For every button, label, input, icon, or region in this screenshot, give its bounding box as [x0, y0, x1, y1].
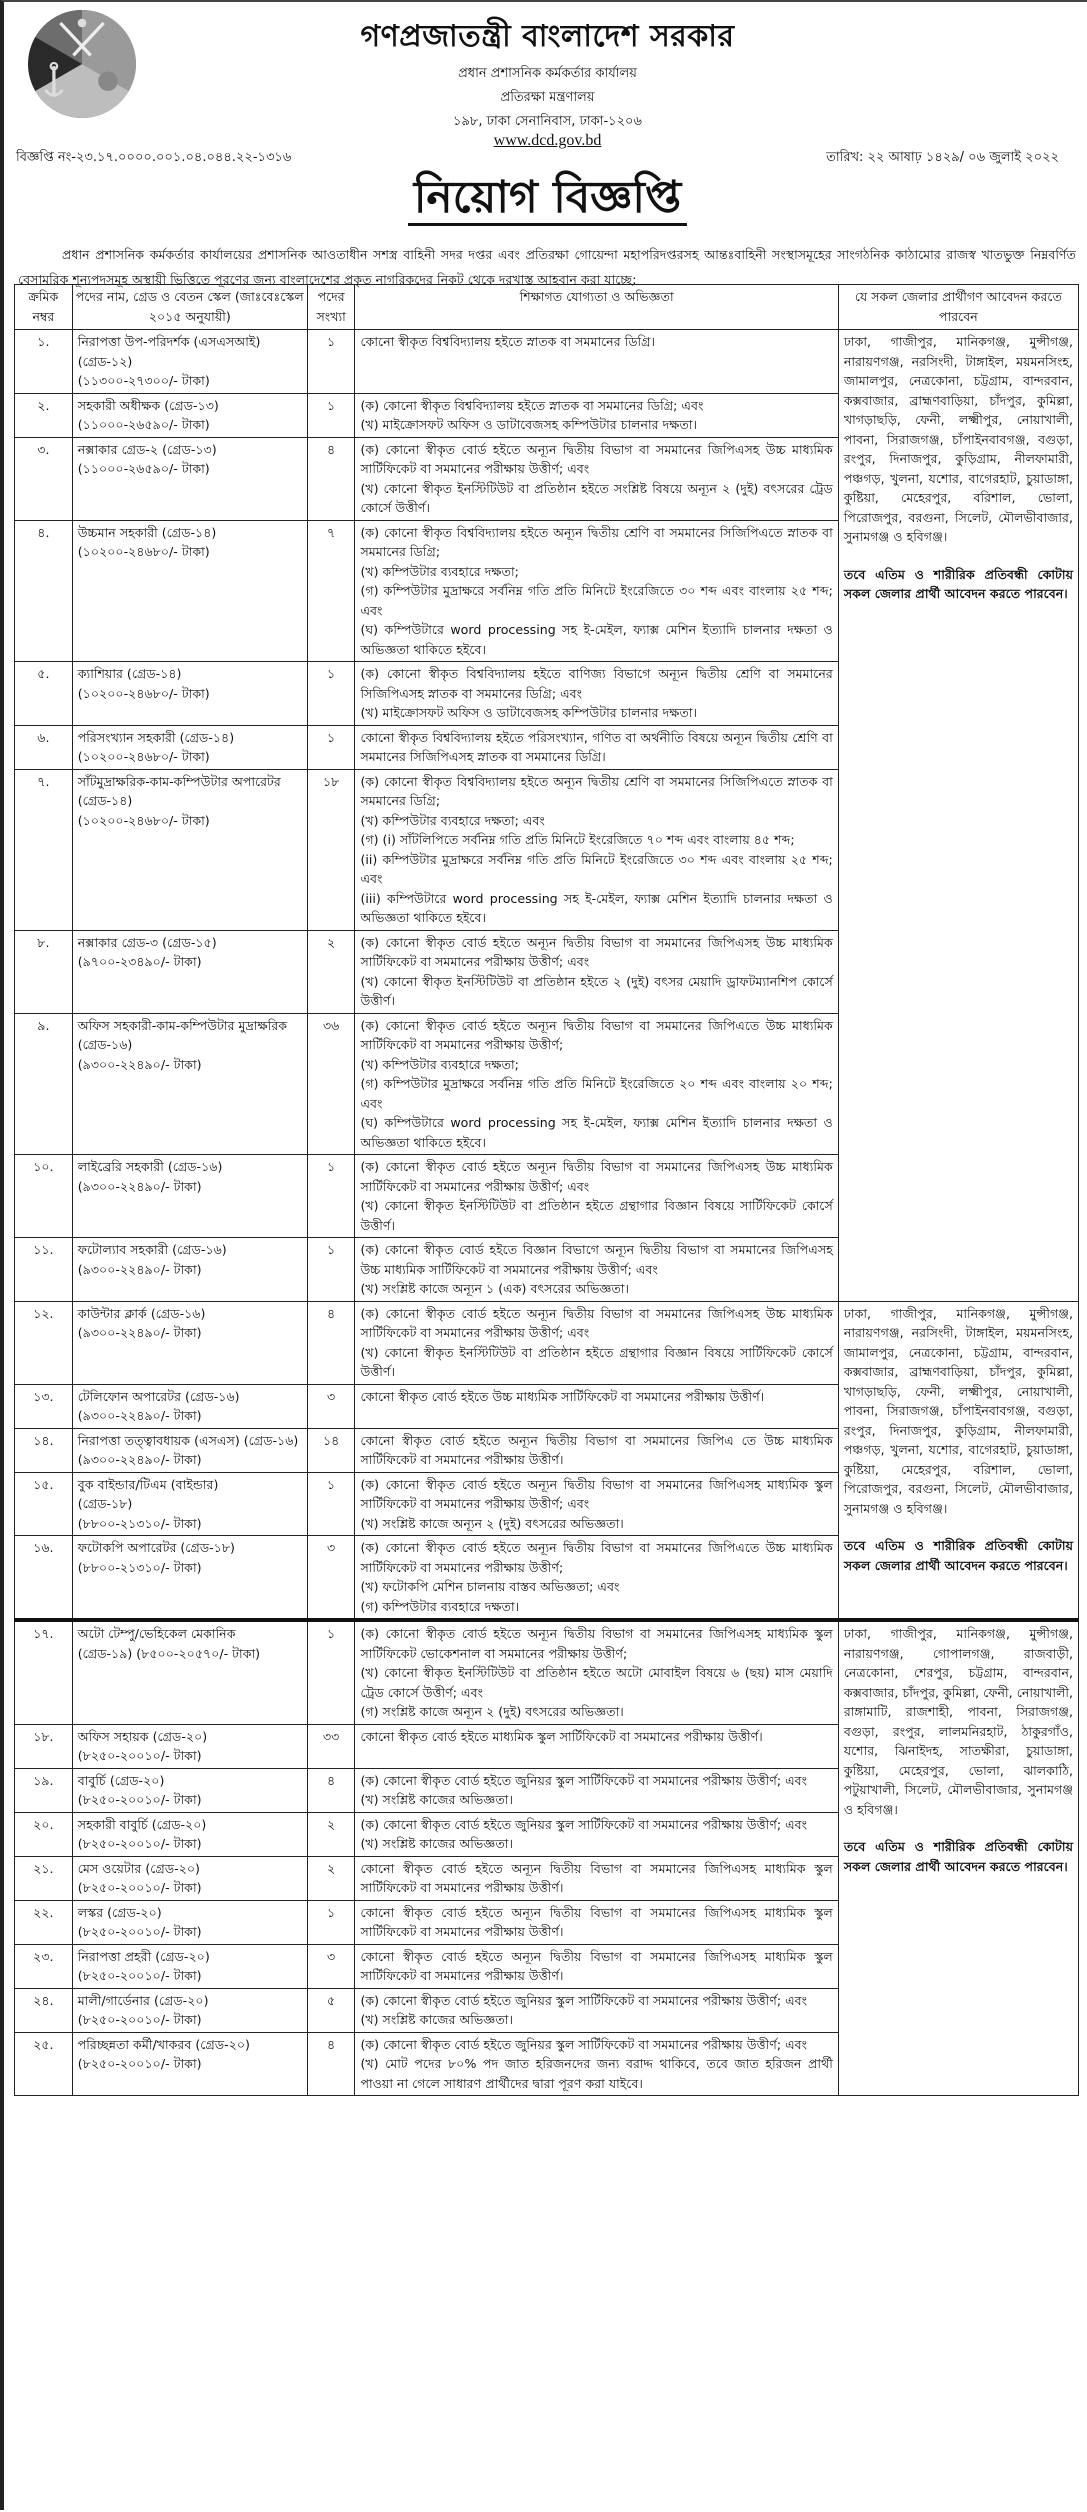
office-address: ১৯৮, ঢাকা সেনানিবাস, ঢাকা-১২০৬ [453, 114, 642, 129]
post-count: ১ [307, 725, 355, 769]
pay-scale: (১০২০০-২৪৬৮০/- টাকা) [77, 544, 210, 559]
qualification-item: (iii) কম্পিউটারে word processing সহ ই-মেইল, ফ্যাক্স মেশিন ইত্যাদি চালনার দক্ষতা ও অভিজ্ঞতা থাকিতে হইবে। [360, 890, 833, 925]
serial-number: ২২. [15, 1900, 73, 1944]
post-name-cell [72, 1620, 307, 1724]
post-count: ১৮ [307, 769, 355, 930]
qualification-item: (ক) কোনো স্বীকৃত বোর্ড হইতে অন্যূন দ্বিতীয় বিভাগ বা সমমানের জিপিএসহ উচ্চ মাধ্যমিক সার্টিফিকেট বা সমমানের পরীক্ষায় উত্তীর্ণ; এবং [360, 1159, 833, 1194]
pay-scale: (৯৩০০-২২৪৯০/- টাকা) [77, 1056, 202, 1072]
qualification-item: (খ) কোনো স্বীকৃত ইনস্টিটিউট বা প্রতিষ্ঠান হইতে ২ (দুই) বৎসর মেয়াদি ড্রাফটম্যানশিপ কোর্সে উত্তীর্ণ। [360, 973, 833, 1008]
pay-scale: (৮২৫০-২০০১০/- টাকা) [77, 1968, 202, 1983]
pay-scale: (৮২৫০-২০০১০/- টাকা) [77, 2012, 202, 2027]
post-name: বুক বাইন্ডার/টিএম (বাইন্ডার) [77, 1476, 219, 1492]
serial-number: ১৪. [15, 1428, 73, 1472]
qualification-item: (খ) সংশ্লিষ্ট কাজের অভিজ্ঞতা। [360, 1836, 513, 1851]
table-row [15, 1301, 1079, 1384]
qualification-item: (খ) মাইক্রোসফট অফিস ও ডাটাবেজসহ কম্পিউটার চালনার দক্ষতা। [360, 417, 698, 432]
post-count: ৫ [307, 1988, 355, 2032]
post-count: ১ [307, 662, 355, 726]
qualification-item: (ক) কোনো স্বীকৃত বিশ্ববিদ্যালয় হইতে অন্যূন দ্বিতীয় শ্রেণি বা সমমানের সিজিপিএতে স্নাতক বা সমমানের ডিগ্রি; [360, 524, 833, 559]
qualification-item: (গ) (i) সাঁটলিপিতে সর্বনিম্ন গতি প্রতি মিনিটে ইংরেজিতে ৭০ শব্দ এবং বাংলায় ৪৫ শব্দ; [360, 832, 795, 847]
serial-number: ১৭. [15, 1620, 73, 1724]
post-name: ক্যাশিয়ার (গ্রেড-১৪) [77, 666, 182, 681]
district-list: ঢাকা, গাজীপুর, মানিকগঞ্জ, মুন্সীগঞ্জ, নারায়ণগঞ্জ, নরসিংদী, টাঙ্গাইল, ময়মনসিংহ, জামালপুর, নেত্রকোনা, চট্টগ্রাম, বান্দরবান, কক্সবাজার, ব্রাহ্মণবাড়িয়া, চাঁদপুর, কুমিল্লা, খাগড়াছড়ি, ফেনী, লক্ষ্মীপুর, নোয়াখালী, পাবনা, সিরাজগঞ্জ, চাঁপাইনবাবগঞ্জ, বগুড়া, রংপুর, দিনাজপুর, কুড়িগ্রাম, নীলফামারী, পঞ্চগড়, খুলনা, যশোর, বাগেরহাট, চুয়াডাঙ্গা, কুষ্টিয়া, মেহেরপুর, বরিশাল, ভোলা, পিরোজপুর, বরগুনা, সিলেট, মৌলভীবাজার, সুনামগঞ্জ ও হবিগঞ্জ। [843, 334, 1073, 544]
post-count: ৩৩ [307, 1724, 355, 1768]
qualification-cell [355, 1384, 838, 1428]
qualification-item: (খ) সংশ্লিষ্ট কাজের অভিজ্ঞতা। [360, 2012, 513, 2027]
post-name-cell [72, 1155, 307, 1238]
serial-number: ৮. [15, 930, 73, 1013]
serial-number: ২৪. [15, 1988, 73, 2032]
pay-scale: (৮৮০০-২১৩১০/- টাকা) [77, 1559, 202, 1575]
post-name: টেলিফোন অপারেটর (গ্রেড-১৬) [77, 1388, 240, 1404]
pay-scale: (৮২৫০-২০০১০/- টাকা) [77, 1792, 202, 1807]
qualification-item: (খ) সংশ্লিষ্ট কাজে অন্যূন ২ (দুই) বৎসরের অভিজ্ঞতা। [360, 1515, 624, 1531]
qualification-item: (খ) কোনো স্বীকৃত ইনস্টিটিউট বা প্রতিষ্ঠান হইতে অটো মোবাইল বিষয়ে ৬ (ছয়) মাস মেয়াদি ট্রেড কোর্সে উত্তীর্ণ; এবং [360, 1665, 833, 1700]
post-name: অটো টেম্পু/ভেহিকেল মেকানিক [77, 1626, 236, 1641]
pay-scale: (১১০০০-২৬৫৯০/- টাকা) [77, 417, 210, 432]
post-name: (গ্রেড-১২) [77, 353, 133, 369]
post-name-cell [72, 330, 307, 394]
serial-number: ৭. [15, 769, 73, 930]
post-count: ১ [307, 1472, 355, 1536]
table-row [15, 1620, 1079, 1724]
post-name-cell [72, 769, 307, 930]
header-serial: ক্রমিক নম্বর [15, 285, 73, 330]
post-name-cell [72, 2032, 307, 2096]
post-count: ১ [307, 1155, 355, 1238]
qualification-cell [355, 1536, 838, 1621]
post-count: ১ [307, 330, 355, 394]
post-count: ১ [307, 1238, 355, 1302]
pay-scale: (৯৩০০-২২৪৯০/- টাকা) [77, 1325, 202, 1340]
post-name: অফিস সহকারী-কাম-কম্পিউটার মুদ্রাক্ষরিক (গ্রেড-১৬) [77, 1017, 288, 1052]
post-name: লাইব্রেরি সহকারী (গ্রেড-১৬) [77, 1159, 223, 1174]
post-name: সাঁটমুদ্রাক্ষরিক-কাম-কম্পিউটার অপারেটর (গ্রেড-১৪) [77, 773, 281, 808]
qualification-item: (ক) কোনো স্বীকৃত বোর্ড হইতে বিজ্ঞান বিভাগে অন্যূন দ্বিতীয় বিভাগ বা সমমানের জিপিএসহ উচ্চ মাধ্যমিক সার্টিফিকেট বা সমমানের পরীক্ষায় উত্তীর্ণ; এবং [360, 1242, 833, 1277]
pay-scale: (৯৭০০-২৩৪৯০/- টাকা) [77, 954, 202, 969]
post-count: ১ [307, 1620, 355, 1724]
pay-scale: (৯৩০০-২২৪৯০/- টাকা) [77, 1408, 202, 1423]
qualification-item: (খ) সংশ্লিষ্ট কাজে অন্যূন ১ (এক) বৎসরের অভিজ্ঞতা। [360, 1281, 629, 1296]
notice-date: তারিখ: ২২ আষাঢ় ১৪২৯/ ০৬ জুলাই ২০২২ [826, 150, 1059, 165]
post-name: সহকারী অধীক্ষক (গ্রেড-১৩) [77, 397, 219, 413]
post-name: নক্সাকার গ্রেড-২ (গ্রেড-১৩) [77, 441, 217, 457]
post-name-cell [72, 1724, 307, 1768]
qualification-item: (ক) কোনো স্বীকৃত বোর্ড হইতে অন্যূন দ্বিতীয় বিভাগ বা সমমানের জিপিএসহ উচ্চ মাধ্যমিক সার্টিফিকেট বা সমমানের পরীক্ষায় উত্তীর্ণ; এবং [360, 1305, 833, 1340]
serial-number: ১০. [15, 1155, 73, 1238]
serial-number: ৩. [15, 437, 73, 520]
serial-number: ১১. [15, 1238, 73, 1302]
qualification-item: (গ) কম্পিউটার ব্যবহারে দক্ষতা। [360, 1598, 520, 1614]
qualification-item: কোনো স্বীকৃত বিশ্ববিদ্যালয় হইতে পরিসংখ্যান, গণিত বা অর্থনীতি বিষয়ে অন্যূন দ্বিতীয় শ্রেণি বা সমমানের সিজিপিএসহ স্নাতক বা সমমানের ডিগ্রি। [360, 729, 833, 764]
qualification-cell [355, 437, 838, 520]
post-count: ১ [307, 1900, 355, 1944]
eligible-districts-cell [838, 1620, 1078, 2096]
post-name: মালী/গার্ডেনার (গ্রেড-২০) [77, 1992, 209, 2008]
post-name-cell [72, 1812, 307, 1856]
qualification-cell [355, 520, 838, 662]
header-count: পদের সংখ্যা [307, 285, 355, 330]
qualification-item: কোনো স্বীকৃত বিশ্ববিদ্যালয় হইতে স্নাতক বা সমমানের ডিগ্রি। [360, 334, 656, 349]
header-qualification: শিক্ষাগত যোগ্যতা ও অভিজ্ঞতা [355, 285, 838, 330]
post-name-cell [72, 1301, 307, 1384]
post-count: ১ [307, 393, 355, 437]
post-name: লস্কর (গ্রেড-২০) [77, 1904, 162, 1920]
serial-number: ১৮. [15, 1724, 73, 1768]
intro-paragraph: প্রধান প্রশাসনিক কর্মকর্তার কার্যালয়ের প্রশাসনিক আওতাধীন সশস্ত্র বাহিনী সদর দপ্তর এবং প্রতিরক্ষা গোয়েন্দা মহাপরিদপ্তরসহ আন্তঃবাহিনী সংস্থাসমূহের সাংগঠনিক কাঠামোর রাজস্ব খাতভুক্ত নিম্নবর্ণিত বেসামরিক শূন্যপদসমূহ অস্থায়ী ভিত্তিতে পূরণের জন্য বাংলাদেশের প্রকৃত নাগরিকদের নিকট থেকে দরখাস্ত আহবান করা যাচ্ছে: [18, 247, 1076, 287]
qualification-item: (ক) কোনো স্বীকৃত বোর্ড হইতে অন্যূন দ্বিতীয় বিভাগ বা সমমানের জিপিএসহ উচ্চ মাধ্যমিক সার্টিফিকেট বা সমমানের পরীক্ষায় উত্তীর্ণ; এবং [360, 934, 833, 969]
qualification-item: (ii) কম্পিউটার মুদ্রাক্ষরে সর্বনিম্ন গতি প্রতি মিনিটে ইংরেজিতে ৩০ শব্দ এবং বাংলায় ২৫ শব্দ; এবং [360, 851, 833, 886]
post-name-cell [72, 1768, 307, 1812]
qualification-cell [355, 393, 838, 437]
vacancy-table [14, 284, 1079, 2096]
pay-scale: (১১৩০০-২৭৩০০/- টাকা) [77, 373, 210, 388]
pay-scale: (৯৩০০-২২৪৯০/- টাকা) [77, 1178, 202, 1194]
qualification-cell [355, 1472, 838, 1536]
pay-scale: (৯৩০০-২২৪৯০/- টাকা) [77, 1452, 202, 1467]
notice-reference-number: বিজ্ঞপ্তি নং-২৩.১৭.০০০০.০০১.০৪.০৪৪.২২-১৩১৬ [16, 150, 292, 165]
website-link[interactable]: www.dcd.gov.bd [493, 132, 602, 149]
vacancy-table-body [15, 330, 1079, 2096]
qualification-item: (খ) কম্পিউটার ব্যবহারে দক্ষতা; [360, 1056, 519, 1072]
header-post: পদের নাম, গ্রেড ও বেতন স্কেল (জাঃবেঃস্কেল ২০১৫ অনুযায়ী) [72, 285, 307, 330]
qualification-item: (খ) কোনো স্বীকৃত ইনস্টিটিউট বা প্রতিষ্ঠান হইতে গ্রন্থাগার বিজ্ঞান বিষয়ে সার্টিফিকেট কোর্সে উত্তীর্ণ। [360, 1344, 833, 1379]
post-name-cell [72, 1900, 307, 1944]
post-name-cell [72, 520, 307, 662]
district-list: ঢাকা, গাজীপুর, মানিকগঞ্জ, মুন্সীগঞ্জ, নারায়ণগঞ্জ, গোপালগঞ্জ, রাজবাড়ী, নেত্রকোনা, শেরপুর, চট্টগ্রাম, বান্দরবান, কক্সবাজার, চাঁদপুর, কুমিল্লা, ফেনী, নোয়াখালী, রাঙ্গামাটি, রাজশাহী, পাবনা, সিরাজগঞ্জ, বগুড়া, রংপুর, লালমনিরহাট, ঠাকুরগাঁও, যশোর, ঝিনাইদহ, সাতক্ষীরা, চুয়াডাঙ্গা, কুষ্টিয়া, মেহেরপুর, ভোলা, ঝালকাঠি, পটুয়াখালী, সিলেট, মৌলভীবাজার, সুনামগঞ্জ ও হবিগঞ্জ। [843, 1626, 1073, 1817]
pay-scale: (১১০০০-২৬৫৯০/- টাকা) [77, 461, 210, 476]
pay-scale: (৮২৫০-২০০১০/- টাকা) [77, 1880, 202, 1895]
qualification-item: (খ) কোনো স্বীকৃত ইনস্টিটিউট বা প্রতিষ্ঠান হইতে গ্রন্থাগার বিজ্ঞান বিষয়ে সার্টিফিকেট কোর্সে উত্তীর্ণ। [360, 1198, 833, 1233]
serial-number: ১৫. [15, 1472, 73, 1536]
qualification-cell [355, 1155, 838, 1238]
serial-number: ৯. [15, 1013, 73, 1155]
quota-note: তবে এতিম ও শারীরিক প্রতিবন্ধী কোটায় সকল জেলার প্রার্থী আবেদন করতে পারবেন। [843, 1839, 1073, 1874]
post-name-cell [72, 662, 307, 726]
post-name: ফটোকপি অপারেটর (গ্রেড-১৮) [77, 1540, 235, 1555]
post-name-cell [72, 1536, 307, 1621]
post-name-cell [72, 1856, 307, 1900]
qualification-item: (খ) মোট পদের ৮০% পদ জাত হরিজনদের জন্য বরাদ্দ থাকিবে, তবে জাত হরিজন প্রার্থী পাওয়া না গেলে সাধারণ প্রার্থীদের দ্বারা পূরণ করা যাইবে। [360, 2056, 833, 2091]
post-name-cell [72, 1238, 307, 1302]
post-name-cell [72, 393, 307, 437]
post-name: ফটোল্যাব সহকারী (গ্রেড-১৬) [77, 1242, 227, 1257]
post-name: সহকারী বাবুর্চি (গ্রেড-২০) [77, 1816, 207, 1832]
post-name-cell [72, 1988, 307, 2032]
pay-scale: (গ্রেড-১৯) (৮৫০০-২০৫৭০/- টাকা) [77, 1645, 261, 1661]
serial-number: ৪. [15, 520, 73, 662]
serial-number: ২০. [15, 1812, 73, 1856]
pay-scale: (৮২৫০-২০০১০/- টাকা) [77, 1924, 202, 1939]
post-count: ৩৬ [307, 1013, 355, 1155]
qualification-cell [355, 1944, 838, 1988]
pay-scale: (১০২০০-২৪৬৮০/- টাকা) [77, 749, 210, 764]
post-count: ৭ [307, 520, 355, 662]
qualification-item: (খ) কম্পিউটার ব্যবহারে দক্ষতা; এবং [360, 812, 545, 828]
qualification-cell [355, 1724, 838, 1768]
qualification-item: (ক) কোনো স্বীকৃত বিশ্ববিদ্যালয় হইতে বাণিজ্য বিভাগে অন্যূন দ্বিতীয় শ্রেণি বা সমমানের সিজিপিএসহ স্নাতক বা সমমানের ডিগ্রি; এবং [360, 666, 833, 701]
qualification-cell [355, 1301, 838, 1384]
header-districts: যে সকল জেলার প্রার্থীগণ আবেদন করতে পারবেন [838, 285, 1078, 330]
qualification-item: (ক) কোনো স্বীকৃত বোর্ড হইতে অন্যূন দ্বিতীয় বিভাগ বা সমমানের জিপিএতে উচ্চ মাধ্যমিক সার্টিফিকেট বা সমমানের পরীক্ষায় উত্তীর্ণ; [360, 1540, 833, 1575]
post-name: কাউন্টার ক্লার্ক (গ্রেড-১৬) [77, 1305, 206, 1321]
eligible-districts-cell [838, 1301, 1078, 1620]
post-count: ২ [307, 1812, 355, 1856]
post-count: ৪ [307, 1768, 355, 1812]
qualification-item: (খ) সংশ্লিষ্ট কাজের অভিজ্ঞতা। [360, 1792, 513, 1807]
serial-number: ১. [15, 330, 73, 394]
qualification-cell [355, 2032, 838, 2096]
pay-scale: (৮২৫০-২০০১০/- টাকা) [77, 1836, 202, 1851]
post-name: পরিচ্ছন্নতা কর্মী/খাকরব (গ্রেড-২০) [77, 2036, 250, 2052]
post-name: উচ্চমান সহকারী (গ্রেড-১৪) [77, 524, 217, 540]
qualification-item: (গ) কম্পিউটার মুদ্রাক্ষরে সর্বনিম্ন গতি প্রতি মিনিটে ইংরেজিতে ২০ শব্দ এবং বাংলায় ২০ শব্দ; এবং [360, 1076, 833, 1111]
post-name-cell [72, 1428, 307, 1472]
post-name: অফিস সহায়ক (গ্রেড-২০) [77, 1728, 208, 1744]
qualification-item: (খ) কোনো স্বীকৃত ইনস্টিটিউট বা প্রতিষ্ঠান হইতে সংশ্লিষ্ট বিষয়ে অন্যূন ২ (দুই) বৎসরের ট্রেড কোর্সে উত্তীর্ণ। [360, 480, 833, 515]
pay-scale: (৮৮০০-২১৩১০/- টাকা) [77, 1515, 202, 1531]
qualification-cell [355, 1856, 838, 1900]
post-count: ১৪ [307, 1428, 355, 1472]
pay-scale: (৯৩০০-২২৪৯০/- টাকা) [77, 1261, 202, 1277]
serial-number: ২৫. [15, 2032, 73, 2096]
post-name: বাবুর্চি (গ্রেড-২০) [77, 1772, 165, 1788]
post-name-cell [72, 1472, 307, 1536]
post-name-cell [72, 1013, 307, 1155]
government-title: গণপ্রজাতন্ত্রী বাংলাদেশ সরকার [360, 19, 735, 54]
post-name-cell [72, 930, 307, 1013]
qualification-cell [355, 725, 838, 769]
post-name: নিরাপত্তা উপ-পরিদর্শক (এসএসআই) [77, 334, 261, 349]
post-name: নিরাপত্তা প্রহরী (গ্রেড-২০) [77, 1948, 210, 1964]
post-name-cell [72, 725, 307, 769]
post-count: ৩ [307, 1944, 355, 1988]
post-count: ৪ [307, 437, 355, 520]
qualification-cell [355, 1428, 838, 1472]
eligible-districts-cell [838, 330, 1078, 1302]
post-count: ৩ [307, 1536, 355, 1621]
qualification-item: (ক) কোনো স্বীকৃত বোর্ড হইতে জুনিয়র স্কুল সার্টিফিকেট বা সমমানের পরীক্ষায় উত্তীর্ণ; এবং [360, 2036, 808, 2052]
qualification-cell [355, 1900, 838, 1944]
qualification-item: (গ) কম্পিউটার মুদ্রাক্ষরে সর্বনিম্ন গতি প্রতি মিনিটে ইংরেজিতে ৩০ শব্দ এবং বাংলায় ২৫ শব্দ; এবং [360, 583, 833, 618]
qualification-item: (খ) মাইক্রোসফট অফিস ও ডাটাবেজসহ কম্পিউটার চালনার দক্ষতা। [360, 705, 698, 720]
post-count: ২ [307, 1856, 355, 1900]
serial-number: ২. [15, 393, 73, 437]
serial-number: ১৩. [15, 1384, 73, 1428]
qualification-item: (ঘ) কম্পিউটারে word processing সহ ই-মেইল, ফ্যাক্স মেশিন ইত্যাদি চালনার দক্ষতা ও অভিজ্ঞতা থাকিতে হইবে। [360, 1115, 833, 1150]
qualification-cell [355, 1620, 838, 1724]
qualification-item: কোনো স্বীকৃত বোর্ড হইতে উচ্চ মাধ্যমিক সার্টিফিকেট বা সমমানের পরীক্ষায় উত্তীর্ণ। [360, 1388, 765, 1404]
pay-scale: (৮২৫০-২০০১০/- টাকা) [77, 2056, 202, 2071]
pay-scale: (১০২০০-২৪৬৮০/- টাকা) [77, 685, 210, 701]
post-count: ৪ [307, 1301, 355, 1384]
qualification-cell [355, 769, 838, 930]
quota-note: তবে এতিম ও শারীরিক প্রতিবন্ধী কোটায় সকল জেলার প্রার্থী আবেদন করতে পারবেন। [843, 1538, 1073, 1573]
qualification-cell [355, 1013, 838, 1155]
pay-scale: (১০২০০-২৪৬৮০/- টাকা) [77, 812, 210, 828]
qualification-item: (ঘ) কম্পিউটারে word processing সহ ই-মেইল, ফ্যাক্স মেশিন ইত্যাদি চালনার দক্ষতা ও অভিজ্ঞতা থাকিতে হইবে। [360, 622, 833, 657]
table-header-row [15, 285, 1079, 330]
notice-title-wrapper [4, 164, 1087, 237]
post-name: পরিসংখ্যান সহকারী (গ্রেড-১৪) [77, 729, 235, 745]
post-count: ২ [307, 930, 355, 1013]
qualification-item: (ক) কোনো স্বীকৃত বোর্ড হইতে অন্যূন দ্বিতীয় বিভাগ বা সমমানের জিপিএসহ মাধ্যমিক স্কুল সার্টিফিকেট বা সমমানের পরীক্ষায় উত্তীর্ণ; এবং [360, 1476, 833, 1511]
quota-note: তবে এতিম ও শারীরিক প্রতিবন্ধী কোটায় সকল জেলার প্রার্থী আবেদন করতে পারবেন। [843, 566, 1073, 601]
notice-title: নিয়োগ বিজ্ঞপ্তি [408, 172, 687, 226]
qualification-cell [355, 330, 838, 394]
qualification-cell [355, 1988, 838, 2032]
post-name: মেস ওয়েটার (গ্রেড-২০) [77, 1860, 200, 1876]
qualification-item: (গ) সংশ্লিষ্ট কাজে অন্যূন ২ (দুই) বৎসরের অভিজ্ঞতা। [360, 1704, 624, 1719]
qualification-cell [355, 1812, 838, 1856]
ministry-name: প্রতিরক্ষা মন্ত্রণালয় [500, 90, 595, 105]
qualification-item: (খ) ফটোকপি মেশিন চালনায় বাস্তব অভিজ্ঞতা; এবং [360, 1579, 620, 1594]
serial-number: ১৯. [15, 1768, 73, 1812]
qualification-cell [355, 930, 838, 1013]
qualification-item: কোনো স্বীকৃত বোর্ড হইতে অন্যূন দ্বিতীয় বিভাগ বা সমমানের জিপিএসহ মাধ্যমিক স্কুল সার্টিফিকেট বা সমমানের পরীক্ষায় উত্তীর্ণ। [360, 1904, 833, 1939]
post-name-cell [72, 437, 307, 520]
qualification-cell [355, 662, 838, 726]
qualification-item: (খ) কম্পিউটার ব্যবহারে দক্ষতা; [360, 563, 519, 579]
post-name: নিরাপত্তা তত্ত্বাবধায়ক (এসএস) (গ্রেড-১৬) [77, 1432, 299, 1448]
qualification-item: (ক) কোনো স্বীকৃত বোর্ড হইতে অন্যূন দ্বিতীয় বিভাগ বা সমমানের জিপিএসহ মাধ্যমিক স্কুল সার্টিফিকেট ভোকেশনাল বা সমমানের পরীক্ষায় উত্তীর্ণ; [360, 1626, 833, 1661]
serial-number: ১২. [15, 1301, 73, 1384]
qualification-item: (ক) কোনো স্বীকৃত বোর্ড হইতে অন্যূন দ্বিতীয় বিভাগ বা সমমানের জিপিএতে উচ্চ মাধ্যমিক সার্টিফিকেট বা সমমানের পরীক্ষায় উত্তীর্ণ; [360, 1017, 833, 1052]
qualification-cell [355, 1238, 838, 1302]
serial-number: ৬. [15, 725, 73, 769]
post-name-cell [72, 1384, 307, 1428]
post-count: ৪ [307, 2032, 355, 2096]
qualification-item: কোনো স্বীকৃত বোর্ড হইতে অন্যূন দ্বিতীয় বিভাগ বা সমমানের জিপিএসহ মাধ্যমিক স্কুল সার্টিফিকেট বা সমমানের পরীক্ষায় উত্তীর্ণ। [360, 1948, 833, 1983]
qualification-item: কোনো স্বীকৃত বোর্ড হইতে অন্যূন দ্বিতীয় বিভাগ বা সমমানের জিপিএ তে উচ্চ মাধ্যমিক সার্টিফিকেট বা সমমানের পরীক্ষায় উত্তীর্ণ। [360, 1432, 833, 1467]
serial-number: ২১. [15, 1856, 73, 1900]
qualification-item: (ক) কোনো স্বীকৃত বোর্ড হইতে অন্যূন দ্বিতীয় বিভাগ বা সমমানের জিপিএসহ উচ্চ মাধ্যমিক সার্টিফিকেট বা সমমানের পরীক্ষায় উত্তীর্ণ; এবং [360, 441, 833, 476]
table-row [15, 330, 1079, 394]
qualification-item: কোনো স্বীকৃত বোর্ড হইতে অন্যূন দ্বিতীয় বিভাগ বা সমমানের জিপিএসহ মাধ্যমিক স্কুল সার্টিফিকেট বা সমমানের পরীক্ষায় উত্তীর্ণ। [360, 1860, 833, 1895]
post-name: নক্সাকার গ্রেড-৩ (গ্রেড-১৫) [77, 934, 217, 950]
pay-scale: (৮২৫০-২০০১০/- টাকা) [77, 1748, 202, 1763]
qualification-item: (ক) কোনো স্বীকৃত বোর্ড হইতে জুনিয়র স্কুল সার্টিফিকেট বা সমমানের পরীক্ষায় উত্তীর্ণ; এবং [360, 1772, 808, 1788]
qualification-cell [355, 1768, 838, 1812]
serial-number: ২৩. [15, 1944, 73, 1988]
serial-number: ১৬. [15, 1536, 73, 1621]
district-list: ঢাকা, গাজীপুর, মানিকগঞ্জ, মুন্সীগঞ্জ, নারায়ণগঞ্জ, নরসিংদী, টাঙ্গাইল, ময়মনসিংহ, জামালপুর, নেত্রকোনা, চট্টগ্রাম, বান্দরবান, কক্সবাজার, ব্রাহ্মণবাড়িয়া, চাঁদপুর, কুমিল্লা, খাগড়াছড়ি, ফেনী, লক্ষ্মীপুর, নোয়াখালী, পাবনা, সিরাজগঞ্জ, চাঁপাইনবাবগঞ্জ, বগুড়া, রংপুর, দিনাজপুর, কুড়িগ্রাম, নীলফামারী, পঞ্চগড়, খুলনা, যশোর, বাগেরহাট, চুয়াডাঙ্গা, কুষ্টিয়া, মেহেরপুর, বরিশাল, ভোলা, পিরোজপুর, বরগুনা, সিলেট, মৌলভীবাজার, সুনামগঞ্জ ও হবিগঞ্জ। [843, 1305, 1073, 1516]
post-count: ৩ [307, 1384, 355, 1428]
office-name: প্রধান প্রশাসনিক কর্মকর্তার কার্যালয় [458, 66, 637, 81]
qualification-item: (ক) কোনো স্বীকৃত বিশ্ববিদ্যালয় হইতে অন্যূন দ্বিতীয় শ্রেণি বা সমমানের সিজিপিএতে স্নাতক বা সমমানের ডিগ্রি; [360, 773, 833, 808]
post-name-cell [72, 1944, 307, 1988]
post-name: (গ্রেড-১৮) [77, 1496, 133, 1511]
qualification-item: (ক) কোনো স্বীকৃত বিশ্ববিদ্যালয় হইতে স্নাতক বা সমমানের ডিগ্রি; এবং [360, 397, 704, 413]
serial-number: ৫. [15, 662, 73, 726]
qualification-item: (ক) কোনো স্বীকৃত বোর্ড হইতে জুনিয়র স্কুল সার্টিফিকেট বা সমমানের পরীক্ষায় উত্তীর্ণ; এবং [360, 1816, 808, 1832]
qualification-item: (ক) কোনো স্বীকৃত বোর্ড হইতে জুনিয়র স্কুল সার্টিফিকেট বা সমমানের পরীক্ষায় উত্তীর্ণ; এবং [360, 1992, 808, 2008]
qualification-item: কোনো স্বীকৃত বোর্ড হইতে মাধ্যমিক স্কুল সার্টিফিকেট বা সমমানের পরীক্ষায় উত্তীর্ণ। [360, 1728, 763, 1744]
